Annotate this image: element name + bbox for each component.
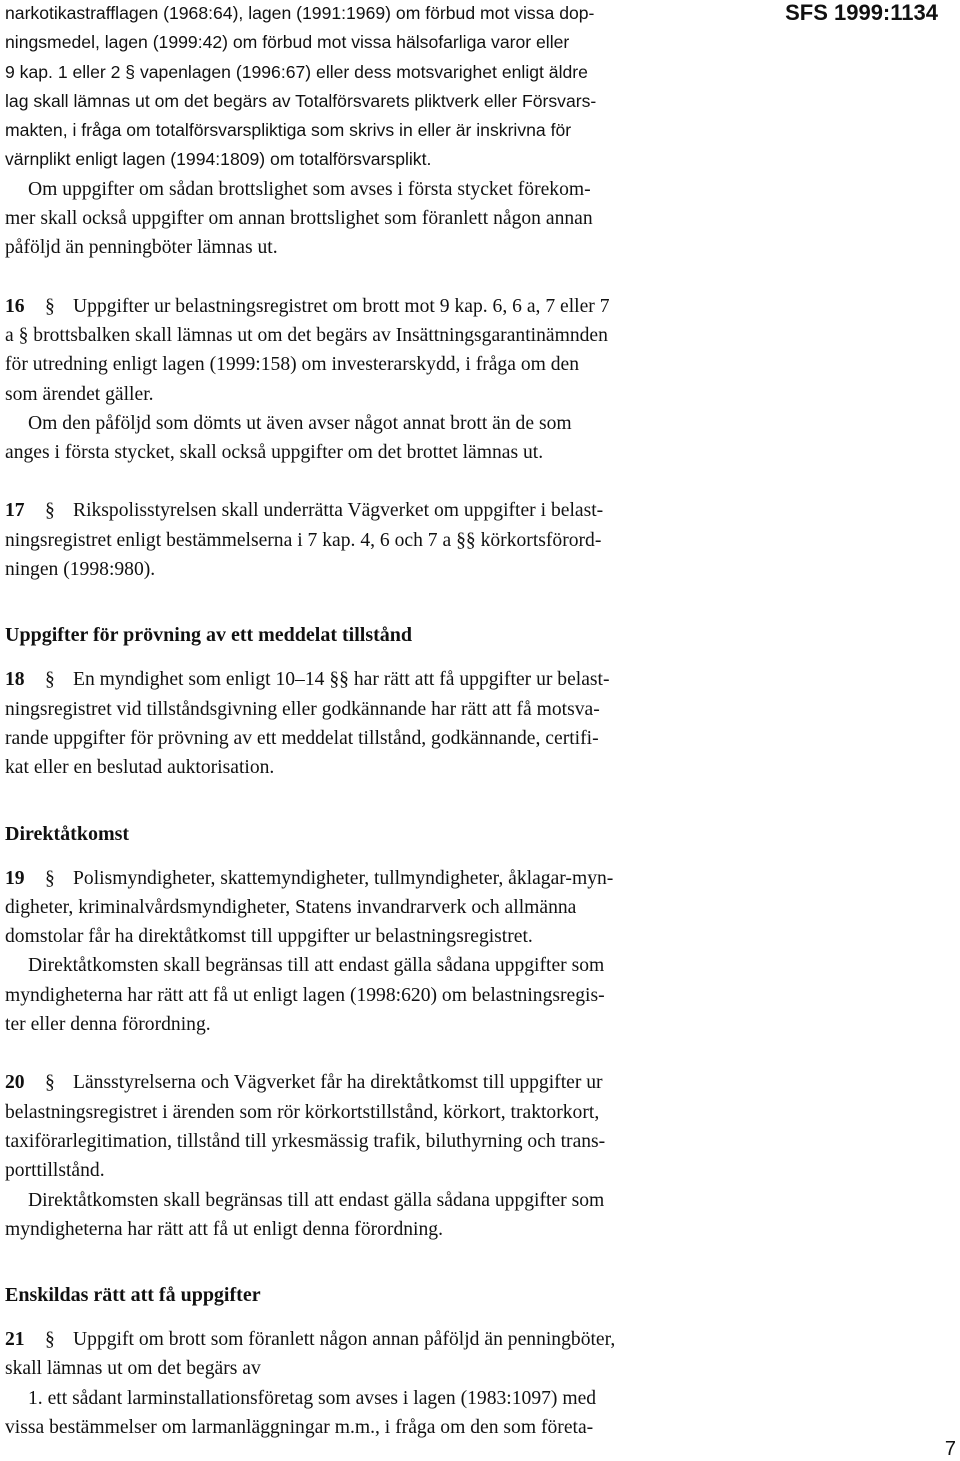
text-line: myndigheterna har rätt att få ut enligt denna förordning. [5, 1218, 443, 1240]
text-line: Om den påföljd som dömts ut även avser något annat brott än de som [28, 412, 572, 434]
text-line: En myndighet som enligt 10–14 §§ har rätt att få uppgifter ur belast- [73, 669, 610, 691]
text-line: 1. ett sådant larminstallationsföretag som avses i lagen (1983:1097) med [28, 1387, 597, 1409]
section-number: 16 [5, 295, 25, 317]
paragraph [5, 1186, 733, 1245]
text-line: som ärendet gäller. [5, 383, 154, 405]
section-17 [5, 496, 733, 584]
text-line: rande uppgifter för prövning av ett meddelat tillstånd, godkännande, certifi- [5, 727, 599, 749]
section-number: 21 [5, 1329, 25, 1351]
paragraph [5, 175, 733, 263]
text-line: narkotikastrafflagen (1968:64), lagen (1991:1969) om förbud mot vissa dop- [5, 3, 595, 23]
text-line: Om uppgifter om sådan brottslighet som avses i första stycket förekom- [28, 178, 591, 200]
section-heading: Uppgifter för prövning av ett meddelat tillstånd [5, 624, 413, 647]
section-21 [5, 1325, 733, 1384]
paragraph [5, 951, 733, 1039]
text-line: värnplikt enligt lagen (1994:1809) om totalförsvarsplikt. [5, 149, 432, 170]
document-body [5, 0, 733, 1442]
text-line: kat eller en beslutad auktorisation. [5, 757, 275, 779]
section-sign: § [45, 1072, 55, 1094]
section-19 [5, 864, 733, 952]
text-line: Polismyndigheter, skattemyndigheter, tullmyndigheter, åklagar-myn- [73, 867, 614, 889]
text-line: anges i första stycket, skall också uppgifter om det brottet lämnas ut. [5, 442, 544, 464]
list-item [5, 1384, 733, 1443]
text-line: ter eller denna förordning. [5, 1014, 211, 1036]
text-line: digheter, kriminalvårdsmyndigheter, Statens invandrarverk och allmänna [5, 896, 577, 918]
text-line: mer skall också uppgifter om annan brottslighet som föranlett någon annan [5, 208, 593, 230]
section-20 [5, 1068, 733, 1185]
section-number: 20 [5, 1072, 25, 1094]
text-line: påföljd än penningböter lämnas ut. [5, 237, 278, 259]
text-line: Länsstyrelserna och Vägverket får ha direktåtkomst till uppgifter ur [73, 1072, 603, 1094]
text-line: makten, i fråga om totalförsvarspliktiga som skrivs in eller är inskrivna för [5, 120, 572, 141]
text-line: Rikspolisstyrelsen skall underrätta Vägverket om uppgifter i belast- [73, 500, 604, 522]
section-sign: § [45, 500, 55, 522]
section-number: 17 [5, 500, 25, 522]
text-line: lag skall lämnas ut om det begärs av Totalförsvarets pliktverk eller Försvars- [5, 90, 597, 111]
section-sign: § [45, 295, 55, 317]
text-line: porttillstånd. [5, 1160, 105, 1182]
sfs-number-header: SFS 1999:1134 [785, 0, 938, 25]
section-heading: Direktåtkomst [5, 822, 130, 845]
section-number: 19 [5, 867, 25, 889]
text-line: Direktåtkomsten skall begränsas till att endast gälla sådana uppgifter som [28, 1189, 605, 1211]
text-line: vissa bestämmelser om larmanläggningar m.m., i fråga om den som företa- [5, 1416, 594, 1438]
page-number: 7 [944, 1438, 956, 1460]
text-line: Direktåtkomsten skall begränsas till att endast gälla sådana uppgifter som [28, 955, 605, 977]
section-sign: § [45, 867, 55, 889]
text-line: taxiförarlegitimation, tillstånd till yrkesmässig trafik, biluthyrning och trans- [5, 1130, 606, 1152]
text-line: domstolar får ha direktåtkomst till uppgifter ur belastningsregistret. [5, 926, 533, 948]
section-sign: § [45, 669, 55, 691]
text-line: a § brottsbalken skall lämnas ut om det begärs av Insättningsgarantinämnden [5, 324, 608, 346]
section-number: 18 [5, 669, 25, 691]
text-line: myndigheterna har rätt att få ut enligt lagen (1998:620) om belastningsregis- [5, 984, 605, 1006]
section-18 [5, 665, 733, 782]
text-line: belastningsregistret i ärenden som rör körkortstillstånd, körkort, traktorkort, [5, 1101, 600, 1123]
text-line: ningsmedel, lagen (1999:42) om förbud mot vissa hälsofarliga varor eller [5, 32, 570, 53]
text-line: ningsregistret enligt bestämmelserna i 7 kap. 4, 6 och 7 a §§ körkortsförord- [5, 529, 602, 551]
paragraph [5, 409, 733, 468]
section-sign: § [45, 1329, 55, 1351]
text-line: för utredning enligt lagen (1999:158) om investerarskydd, i fråga om den [5, 354, 580, 376]
section-heading: Enskildas rätt att få uppgifter [5, 1284, 261, 1307]
text-line: Uppgift om brott som föranlett någon annan påföljd än penningböter, [73, 1329, 616, 1351]
section-16 [5, 292, 733, 409]
text-line: ningen (1998:980). [5, 559, 156, 581]
text-line: ningsregistret vid tillståndsgivning eller godkännande har rätt att få motsva- [5, 698, 600, 720]
text-line: 9 kap. 1 eller 2 § vapenlagen (1996:67) eller dess motsvarighet enligt äldre [5, 61, 588, 82]
text-line: skall lämnas ut om det begärs av [5, 1358, 261, 1380]
paragraph [5, 0, 733, 175]
text-line: Uppgifter ur belastningsregistret om brott mot 9 kap. 6, 6 a, 7 eller 7 [73, 295, 610, 317]
